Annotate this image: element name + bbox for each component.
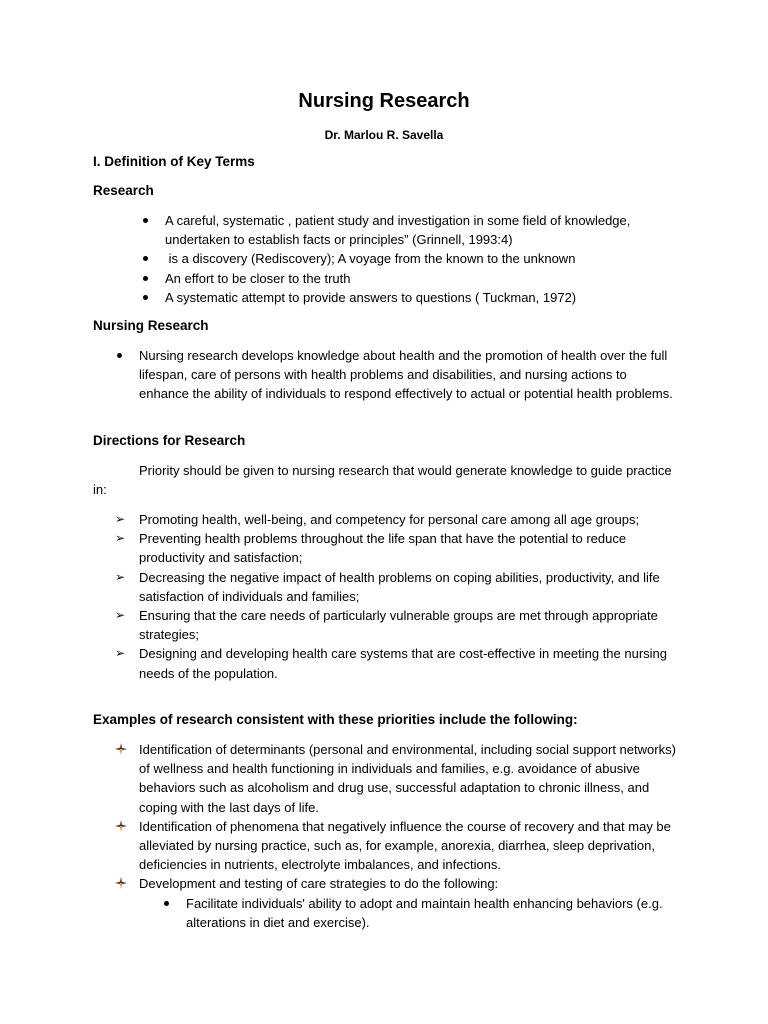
list-item: Facilitate individuals' ability to adopt and maintain health enhancing behaviors (e.g. alterations in diet and exercise). — [186, 894, 666, 932]
list-item: A careful, systematic , patient study and investigation in some field of knowledge, undertaken to establish facts or principles” (Grinnell, 1993:4) — [165, 211, 685, 249]
list-item: Nursing research develops knowledge about health and the promotion of health over the full lifespan, care of persons with health problems and disabilities, and nursing actions to enhance the ability of individuals to respond effectively to actual or potential health problems. — [139, 346, 679, 404]
four-point-star-bullet-icon — [115, 877, 127, 889]
heading-directions: Directions for Research — [93, 433, 246, 448]
research-definition-list — [165, 211, 685, 307]
bullet-dot-icon — [143, 295, 148, 300]
arrow-bullet-icon: ➢ — [115, 608, 126, 623]
section-heading-definitions: I. Definition of Key Terms — [93, 154, 255, 169]
list-item: ➢ Promoting health, well-being, and competency for personal care among all age groups; — [139, 510, 679, 529]
list-item: An effort to be closer to the truth — [165, 269, 685, 288]
examples-list — [139, 740, 679, 932]
list-item: Identification of determinants (personal and environmental, including social support networks) of wellness and health functioning in individuals and families, e.g. avoidance of abusive behaviors such as alcoholism and drug use, successful adaptation to chronic illness, and coping with the last days of life. — [139, 740, 679, 817]
page-title: Nursing Research — [298, 90, 470, 112]
bullet-dot-icon — [164, 901, 169, 906]
arrow-bullet-icon: ➢ — [115, 531, 126, 546]
sub-list — [186, 894, 666, 932]
arrow-bullet-icon: ➢ — [115, 646, 126, 661]
directions-intro: Priority should be given to nursing research that would generate knowledge to guide practice in: — [93, 463, 672, 498]
list-item: ➢ Designing and developing health care systems that are cost-effective in meeting the nursing needs of the population. — [115, 646, 668, 681]
list-item: Development and testing of care strategies to do the following: Facilitate individuals' ability to adopt and maintain health enhancing behaviors (e.g. alterations in diet and exercise). — [139, 874, 679, 932]
four-point-star-bullet-icon — [115, 743, 127, 755]
directions-list — [115, 510, 679, 683]
heading-examples: Examples of research consistent with these priorities include the following: — [93, 712, 578, 727]
list-item: A systematic attempt to provide answers to questions ( Tuckman, 1972) — [165, 288, 685, 307]
list-item: ➢ Ensuring that the care needs of particularly vulnerable groups are met through appropriate strategies; — [115, 608, 658, 643]
heading-research: Research — [93, 183, 154, 198]
bullet-dot-icon — [143, 276, 148, 281]
nursing-research-list — [139, 346, 679, 404]
list-item: Identification of phenomena that negatively influence the course of recovery and that may be alleviated by nursing practice, such as, for example, anorexia, diarrhea, sleep deprivation, deficiencies in nutrients, electrolyte imbalances, and infections. — [139, 817, 679, 875]
arrow-bullet-icon: ➢ — [115, 569, 126, 584]
bullet-dot-icon — [143, 256, 148, 261]
arrow-bullet-icon: ➢ — [115, 512, 126, 526]
heading-nursing-research: Nursing Research — [93, 318, 209, 333]
four-point-star-bullet-icon — [115, 820, 127, 832]
bullet-dot-icon — [117, 353, 122, 358]
list-item: ➢ Preventing health problems throughout the life span that have the potential to reduce productivity and satisfaction; — [115, 531, 627, 566]
list-item: is a discovery (Rediscovery); A voyage from the known to the unknown — [165, 249, 685, 268]
author-line: Dr. Marlou R. Savella — [324, 128, 444, 142]
list-item: ➢ Decreasing the negative impact of health problems on coping abilities, productivity, and life satisfaction of individuals and families; — [115, 569, 660, 604]
bullet-dot-icon — [143, 218, 148, 223]
